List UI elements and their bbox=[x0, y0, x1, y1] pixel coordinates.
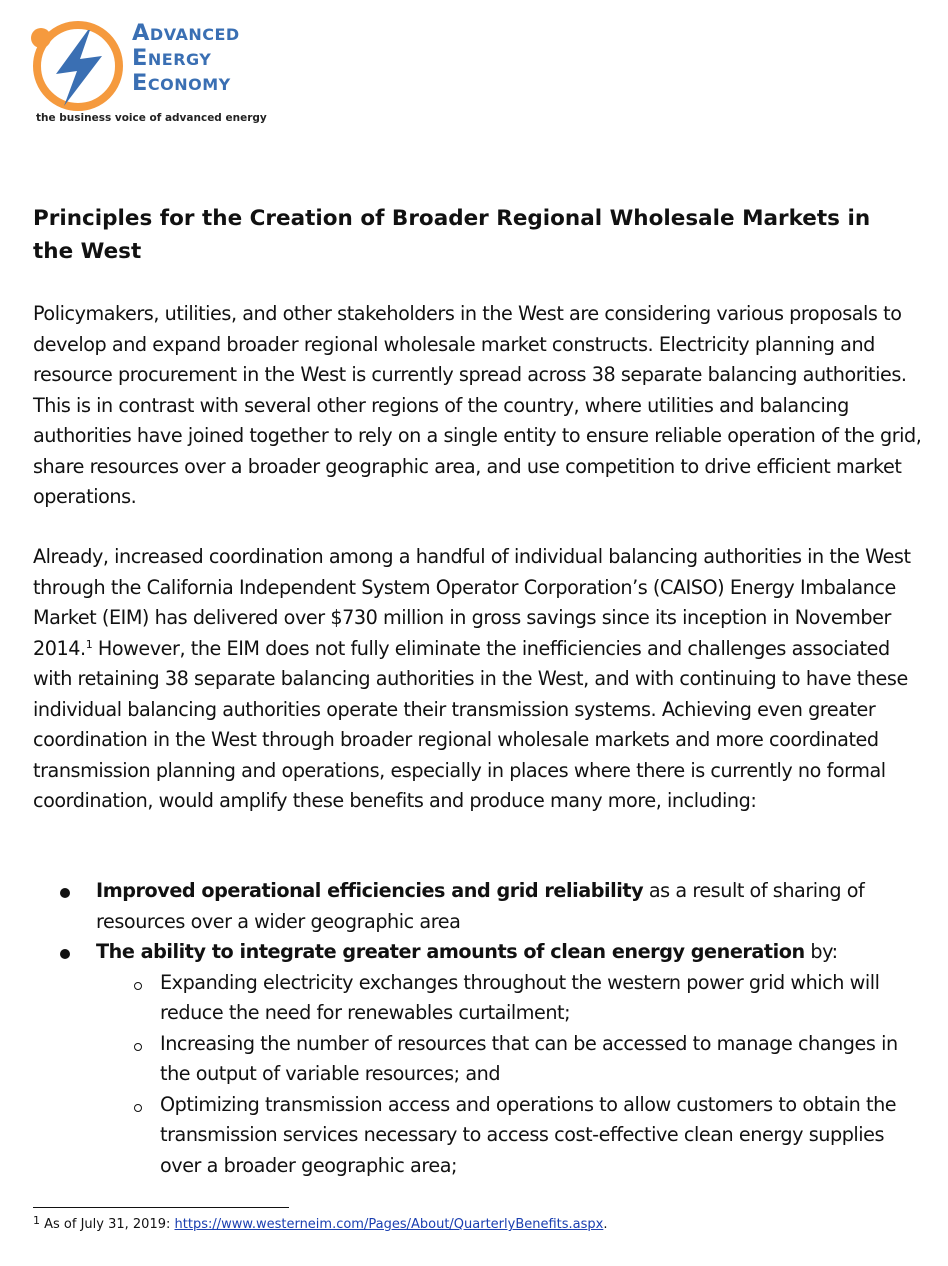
footnote bbox=[33, 1216, 608, 1234]
circle-bullet-icon bbox=[134, 1043, 142, 1051]
circle-bullet-icon bbox=[134, 982, 142, 990]
sub-list-item bbox=[96, 1090, 928, 1182]
paragraph-text: However, the EIM does not fully eliminate the inefficiencies and challenges associated with retaining 38 separate balancing authorities in the West, and with continuing to have these individual balancing authorities operate their transmission systems. Achieving even greater coordination in the West through broader regional wholesale markets and more coordinated transmission planning and operations, especially in places where there is currently no formal coordination, would amplify these benefits and produce many more, including: bbox=[33, 636, 908, 812]
sub-list-item bbox=[96, 968, 928, 1029]
footnote-end: . bbox=[603, 1217, 608, 1232]
bullet-icon bbox=[60, 888, 70, 898]
logo-tagline: the business voice of advanced energy bbox=[36, 112, 267, 124]
sub-item-text: Increasing the number of resources that can be accessed to manage changes in the output of variable resources; and bbox=[160, 1031, 898, 1085]
bullet-heading: Improved operational efficiencies and grid reliability bbox=[96, 879, 644, 902]
circle-bullet-icon bbox=[134, 1104, 142, 1112]
logo bbox=[28, 16, 298, 132]
logo-word: Energy bbox=[132, 45, 212, 71]
sub-list bbox=[96, 968, 928, 1182]
footnote-text: As of July 31, 2019: bbox=[40, 1217, 175, 1232]
footnote-divider bbox=[33, 1207, 289, 1208]
list-item bbox=[58, 937, 928, 1181]
benefits-list bbox=[58, 876, 928, 1181]
sub-item-text: Optimizing transmission access and operations to allow customers to obtain the transmission services necessary to access cost-effective clean energy supplies over a broader geographic area; bbox=[160, 1092, 897, 1177]
sub-list-item bbox=[96, 1029, 928, 1090]
logo-word: Advanced bbox=[132, 20, 240, 46]
footnote-link[interactable]: https://www.westerneim.com/Pages/About/QuarterlyBenefits.aspx bbox=[174, 1217, 604, 1232]
sub-item-text: Expanding electricity exchanges throughout the western power grid which will reduce the need for renewables curtailment; bbox=[160, 970, 880, 1024]
bullet-icon bbox=[60, 949, 70, 959]
logo-word: Economy bbox=[132, 70, 231, 96]
paragraph-text: Already, increased coordination among a handful of individual balancing authorities in the West through the California Independent System Operator Corporation’s (CAISO) Energy Imbalance Market (EIM) has delivered over $730 million in gross savings since its inception in November 2014. bbox=[33, 545, 911, 660]
page-title: Principles for the Creation of Broader Regional Wholesale Markets in the West bbox=[33, 206, 871, 264]
lightning-bolt-icon bbox=[28, 16, 128, 116]
footnote-marker: 1 bbox=[33, 1214, 40, 1227]
logo-wordmark bbox=[132, 21, 240, 96]
intro-paragraph: Policymakers, utilities, and other stakeholders in the West are considering various proposals to develop and expand broader regional wholesale market constructs. Electricity planning and resource procurement in the West is currently spread across 38 separate balancing authorities. This is in contrast with several other regions of the country, where utilities and balancing authorities have joined together to rely on a single entity to ensure reliable operation of the grid, share resources over a broader geographic area, and use competition to drive efficient market operations. bbox=[33, 302, 922, 508]
bullet-heading: The ability to integrate greater amounts of clean energy generation bbox=[96, 940, 805, 963]
list-item bbox=[58, 876, 928, 937]
bullet-text: as a result of sharing of resources over a wider geographic area bbox=[96, 879, 865, 933]
bullet-text: by: bbox=[804, 940, 838, 963]
eim-paragraph bbox=[33, 542, 925, 817]
footnote-reference[interactable]: 1 bbox=[85, 637, 93, 651]
